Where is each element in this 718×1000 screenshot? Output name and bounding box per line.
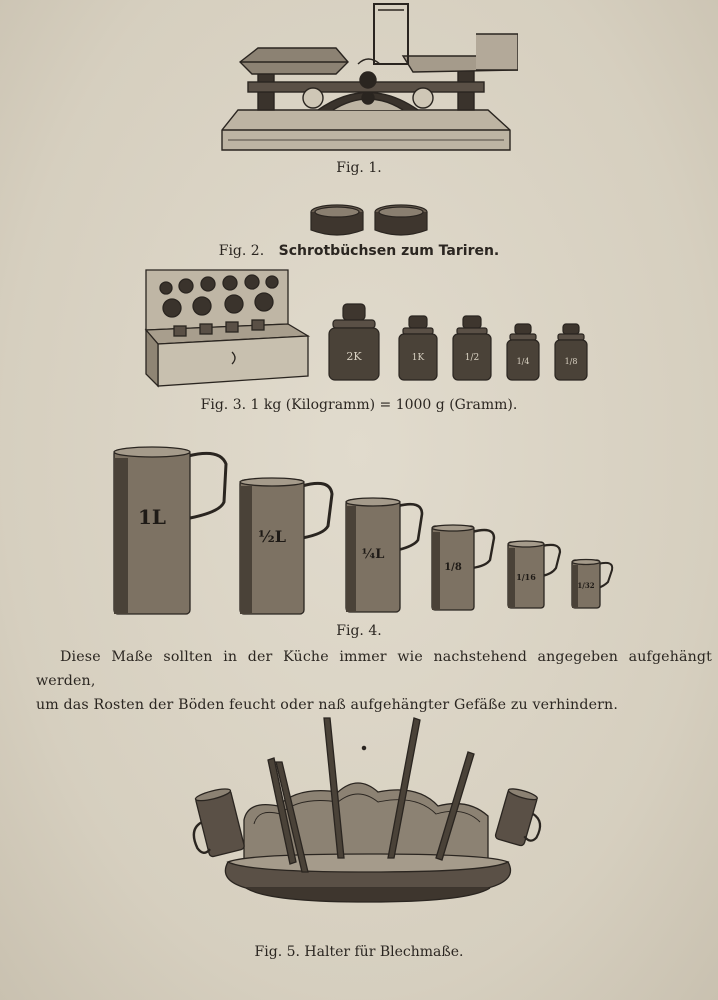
- measure-sixteenth-l-label: 1/16: [516, 572, 536, 582]
- fig2-caption-label: Fig. 2.: [218, 243, 265, 259]
- body-paragraph: [36, 645, 712, 717]
- fig1-caption: Fig. 1.: [336, 160, 382, 176]
- weight-eighth-label: 1/8: [564, 357, 578, 366]
- measure-half-l-label: ½L: [258, 527, 286, 546]
- measure-thirtysecond-l-label: 1/32: [577, 581, 595, 590]
- fig4-measuring-cups: [108, 442, 618, 622]
- measure-sixteenth-l: [508, 541, 560, 608]
- fig4-caption: Fig. 4.: [336, 623, 382, 639]
- measure-half-l: [240, 478, 332, 614]
- measure-quarter-l: [346, 498, 422, 612]
- weight-quarter: [507, 324, 539, 380]
- measure-thirtysecond-l: [572, 560, 612, 609]
- fig2-caption: [0, 243, 718, 259]
- fig2-shot-tins: [305, 202, 435, 238]
- fig3-caption: Fig. 3. 1 kg (Kilogramm) = 1000 g (Gramm).: [200, 397, 518, 413]
- measure-quarter-l-label: ¼L: [361, 547, 385, 562]
- weight-half-label: 1/2: [464, 353, 480, 363]
- weight-1kg: [399, 316, 437, 380]
- paragraph-line-2: um das Rosten der Böden feucht oder naß aufgehängter Gefäße zu verhindern.: [36, 697, 619, 713]
- fig5-caption: Fig. 5. Halter für Blechmaße.: [254, 944, 464, 960]
- weight-1kg-label: 1K: [411, 353, 425, 363]
- weight-2kg: [329, 304, 379, 380]
- fig2-caption-title: Schrotbüchsen zum Tariren.: [278, 243, 500, 259]
- fig1-balance-scale: [218, 0, 518, 158]
- measure-1l-label: 1L: [138, 505, 166, 529]
- measure-1l: [114, 447, 226, 614]
- weight-eighth: [555, 324, 587, 380]
- measure-eighth-l-label: 1/8: [444, 562, 462, 573]
- paragraph-line-1: Diese Maße sollten in der Küche immer wie nachstehend angegeben aufgehängt werden,: [36, 649, 712, 689]
- measure-eighth-l: [432, 525, 494, 610]
- weight-half: [453, 316, 491, 380]
- weight-2kg-label: 2K: [346, 350, 362, 363]
- fig3-weights-box: [138, 264, 313, 392]
- fig5-measure-holder: [188, 712, 548, 932]
- weight-quarter-label: 1/4: [516, 357, 530, 366]
- fig3-weights: [325, 296, 593, 386]
